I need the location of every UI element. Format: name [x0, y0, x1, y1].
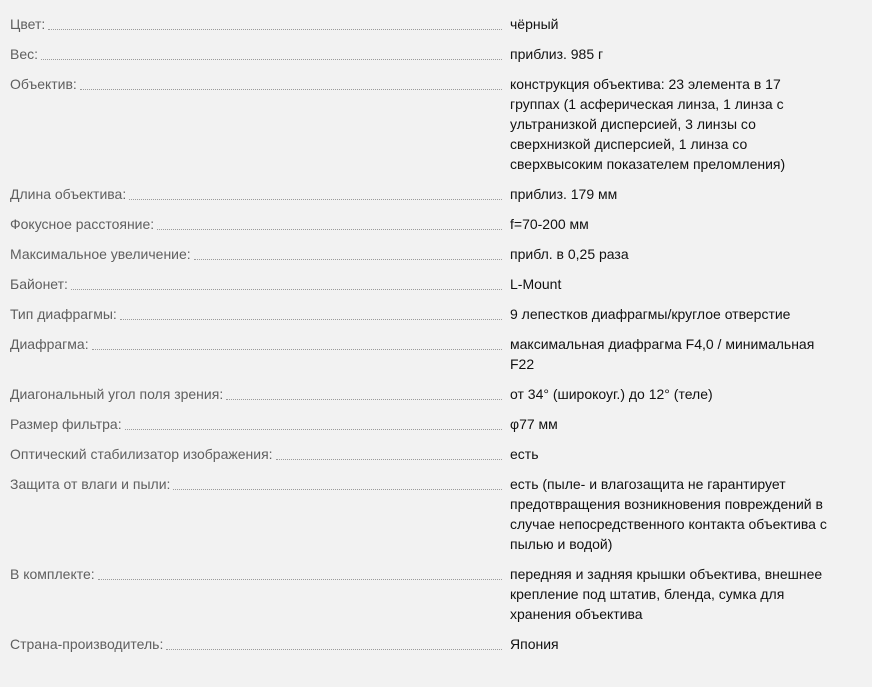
spec-label-cell: [0, 44, 506, 64]
spec-value: есть (пыле- и влагозащита не гарантирует предотвращения возникновения повреждений в случае непосредственного контакта объектива с пылью и водой): [510, 476, 827, 552]
spec-label-cell: [0, 214, 506, 234]
spec-label-cell: [0, 444, 506, 464]
spec-value: передняя и задняя крышки объектива, внешнее крепление под штатив, бленда, сумка для хранения объектива: [510, 566, 823, 622]
spec-value: f=70-200 мм: [510, 216, 589, 232]
spec-row-package-contents: [0, 564, 872, 624]
spec-label-cell: [0, 14, 506, 34]
spec-value: максимальная диафрагма F4,0 / минимальная F22: [510, 336, 815, 372]
spec-value: 9 лепестков диафрагмы/круглое отверстие: [510, 306, 791, 322]
spec-row-lens: [0, 74, 872, 174]
dotted-leader: [71, 274, 502, 290]
dotted-leader: [120, 304, 502, 320]
spec-label-cell: [0, 244, 506, 264]
spec-label: Цвет:: [10, 16, 46, 32]
spec-row-country: [0, 634, 872, 654]
spec-label: Страна-производитель:: [10, 636, 164, 652]
spec-label-cell: [0, 74, 506, 94]
spec-label-cell: [0, 304, 506, 324]
spec-label: Объектив:: [10, 76, 77, 92]
dotted-leader: [157, 214, 502, 230]
spec-label: Максимальное увеличение:: [10, 246, 191, 262]
dotted-leader: [125, 414, 502, 430]
dotted-leader: [173, 474, 502, 490]
spec-row-weight: [0, 44, 872, 64]
spec-label: Оптический стабилизатор изображения:: [10, 446, 273, 462]
spec-label: Диафрагма:: [10, 336, 89, 352]
spec-row-filter-size: [0, 414, 872, 434]
spec-row-focal-length: [0, 214, 872, 234]
spec-row-max-magnification: [0, 244, 872, 264]
dotted-leader: [92, 334, 502, 350]
spec-label: Размер фильтра:: [10, 416, 122, 432]
spec-label: Тип диафрагмы:: [10, 306, 117, 322]
spec-label: Длина объектива:: [10, 186, 127, 202]
spec-table: [0, 14, 872, 664]
spec-label-cell: [0, 474, 506, 494]
dotted-leader: [166, 634, 502, 650]
spec-label-cell: [0, 334, 506, 354]
dotted-leader: [41, 44, 502, 60]
spec-row-color: [0, 14, 872, 34]
spec-value: чёрный: [510, 16, 559, 32]
spec-label-cell: [0, 184, 506, 204]
spec-row-aperture-type: [0, 304, 872, 324]
spec-label: Байонет:: [10, 276, 68, 292]
spec-row-lens-length: [0, 184, 872, 204]
spec-label-cell: [0, 384, 506, 404]
dotted-leader: [276, 444, 502, 460]
spec-label-cell: [0, 564, 506, 584]
spec-label-cell: [0, 634, 506, 654]
spec-label: Вес:: [10, 46, 39, 62]
spec-value: есть: [510, 446, 539, 462]
dotted-leader: [129, 184, 502, 200]
spec-label: В комплекте:: [10, 566, 95, 582]
spec-label: Диагональный угол поля зрения:: [10, 386, 224, 402]
spec-row-aperture: [0, 334, 872, 374]
spec-value: Япония: [510, 636, 559, 652]
dotted-leader: [194, 244, 502, 260]
dotted-leader: [98, 564, 502, 580]
spec-value: L-Mount: [510, 276, 562, 292]
spec-label: Защита от влаги и пыли:: [10, 476, 171, 492]
spec-row-field-of-view: [0, 384, 872, 404]
spec-row-stabilizer: [0, 444, 872, 464]
dotted-leader: [48, 14, 502, 30]
dotted-leader: [80, 74, 502, 90]
dotted-leader: [226, 384, 502, 400]
spec-label-cell: [0, 274, 506, 294]
spec-value: приблиз. 985 г: [510, 46, 604, 62]
spec-value: φ77 мм: [510, 416, 558, 432]
spec-row-mount: [0, 274, 872, 294]
spec-label-cell: [0, 414, 506, 434]
spec-value: конструкция объектива: 23 элемента в 17 группах (1 асферическая линза, 1 линза с ультранизкой дисперсией, 3 линзы со сверхнизкой дисперсией, 1 линза со сверхвысоким показателем преломления): [510, 76, 786, 172]
spec-label: Фокусное расстояние:: [10, 216, 155, 232]
spec-value: прибл. в 0,25 раза: [510, 246, 629, 262]
spec-row-weather-sealing: [0, 474, 872, 554]
spec-value: приблиз. 179 мм: [510, 186, 618, 202]
spec-value: от 34° (широкоуг.) до 12° (теле): [510, 386, 713, 402]
